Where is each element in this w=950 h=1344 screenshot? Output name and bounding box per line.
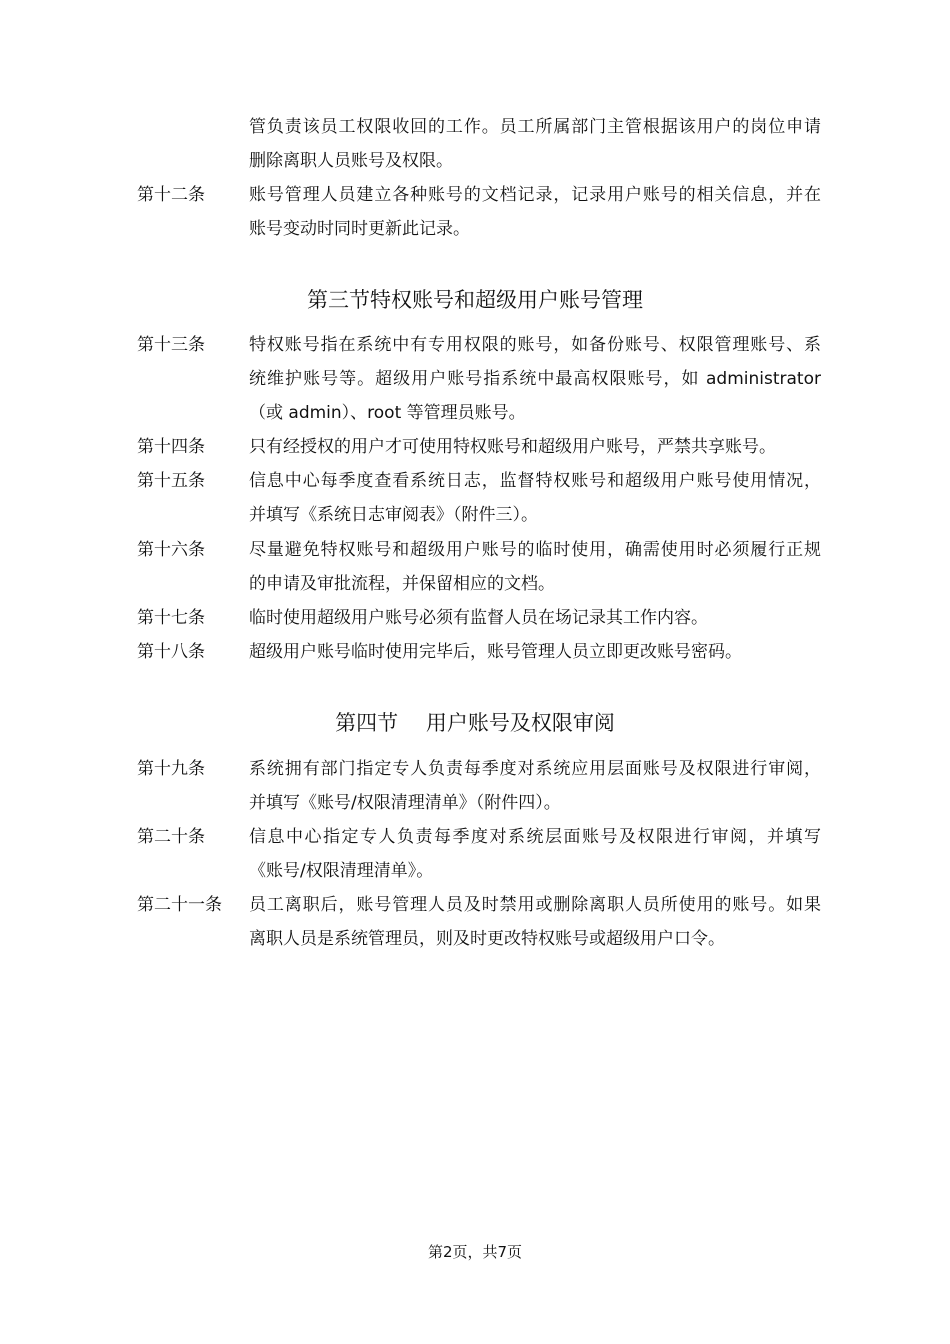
article-text <box>249 888 821 956</box>
article-label: 第十六条 <box>137 540 205 560</box>
article-text <box>249 533 821 601</box>
article-text <box>249 430 821 464</box>
text-line: （或 admin）、root 等管理员账号。 <box>249 403 526 423</box>
article-label: 第十八条 <box>137 642 205 662</box>
text-line: 信息中心每季度查看系统日志，监督特权账号和超级用户账号使用情况， <box>249 471 821 491</box>
section-heading: 第四节 用户账号及权限审阅 <box>335 711 615 735</box>
text-line: 信息中心指定专人负责每季度对系统层面账号及权限进行审阅，并填写 <box>249 827 821 847</box>
article-text <box>249 752 821 820</box>
text-line: 的申请及审批流程，并保留相应的文档。 <box>249 574 555 594</box>
article-text <box>249 464 821 532</box>
text-line: 员工离职后，账号管理人员及时禁用或删除离职人员所使用的账号。如果 <box>249 895 821 915</box>
article-text <box>249 328 821 430</box>
article-label: 第十九条 <box>137 759 205 779</box>
page-number-footer: 第2页，共7页 <box>427 1243 523 1261</box>
text-line: 删除离职人员账号及权限。 <box>249 151 453 171</box>
paragraph-text <box>249 110 821 178</box>
text-line: 特权账号指在系统中有专用权限的账号，如备份账号、权限管理账号、系 <box>249 335 821 355</box>
article-label: 第十五条 <box>137 471 205 491</box>
text-line: 管负责该员工权限收回的工作。员工所属部门主管根据该用户的岗位申请 <box>249 117 821 137</box>
article-text <box>249 820 821 888</box>
article-text <box>249 635 821 669</box>
text-line: 账号管理人员建立各种账号的文档记录，记录用户账号的相关信息，并在 <box>249 185 821 205</box>
article-label: 第二十一条 <box>137 895 222 915</box>
article-label: 第十二条 <box>137 185 205 205</box>
article-text <box>249 601 821 635</box>
article-text <box>249 178 821 246</box>
text-line: 离职人员是系统管理员，则及时更改特权账号或超级用户口令。 <box>249 929 725 949</box>
section-heading: 第三节特权账号和超级用户账号管理 <box>307 288 643 312</box>
text-line: 系统拥有部门指定专人负责每季度对系统应用层面账号及权限进行审阅， <box>249 759 821 779</box>
text-line: 只有经授权的用户才可使用特权账号和超级用户账号，严禁共享账号。 <box>249 437 776 457</box>
text-line: 并填写《系统日志审阅表》（附件三）。 <box>249 505 538 525</box>
text-line: 临时使用超级用户账号必须有监督人员在场记录其工作内容。 <box>249 608 708 628</box>
article-label: 第十四条 <box>137 437 205 457</box>
text-line: 超级用户账号临时使用完毕后，账号管理人员立即更改账号密码。 <box>249 642 742 662</box>
article-label: 第二十条 <box>137 827 205 847</box>
text-line: 统维护账号等。超级用户账号指系统中最高权限账号，如 administrator <box>249 369 821 389</box>
article-label: 第十七条 <box>137 608 205 628</box>
text-line: 并填写《账号/权限清理清单》（附件四）。 <box>249 793 561 813</box>
text-line: 《账号/权限清理清单》。 <box>249 861 434 881</box>
text-line: 账号变动时同时更新此记录。 <box>249 219 470 239</box>
text-line: 尽量避免特权账号和超级用户账号的临时使用，确需使用时必须履行正规 <box>249 540 821 560</box>
article-label: 第十三条 <box>137 335 205 355</box>
